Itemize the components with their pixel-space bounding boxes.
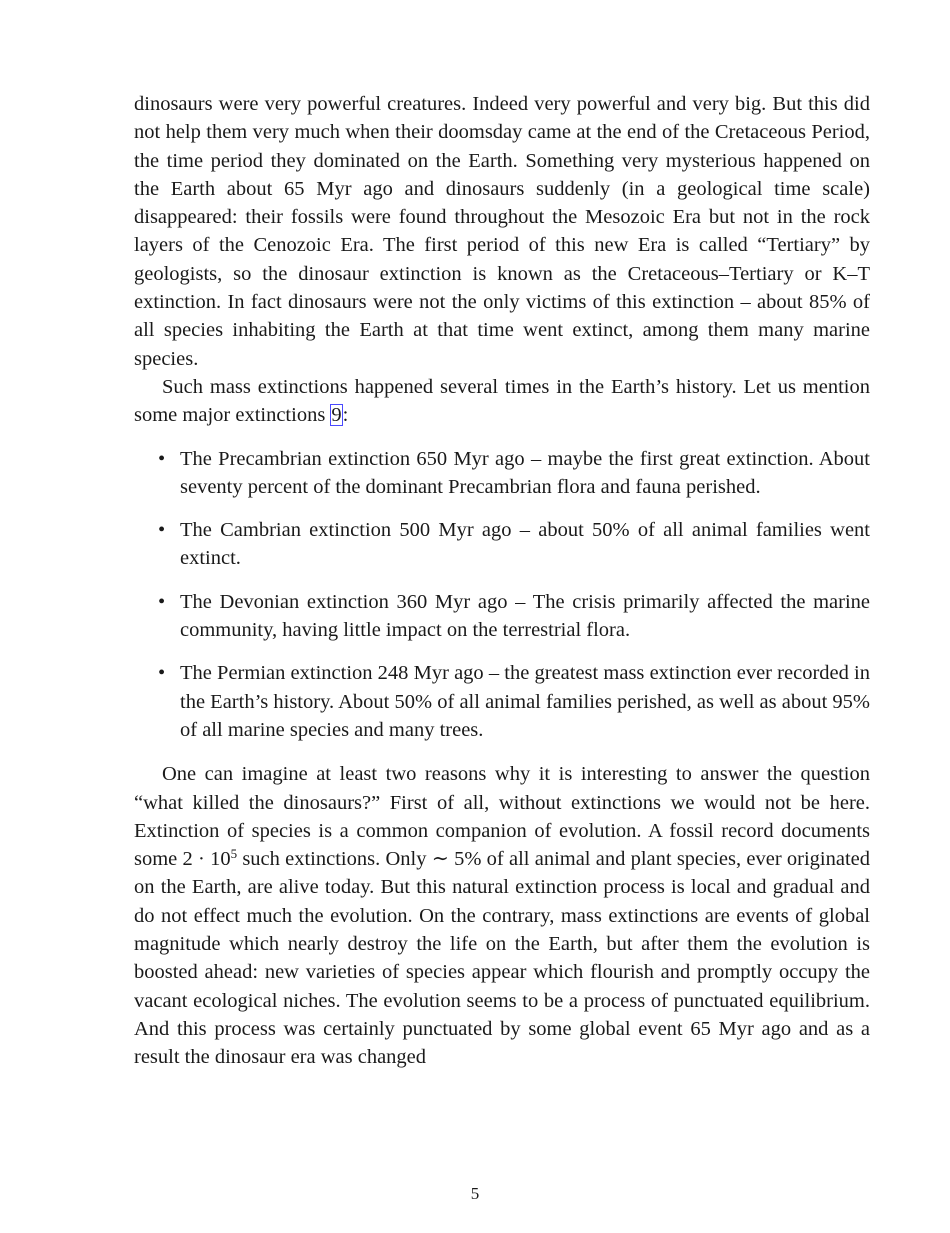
paragraph-text-part2: such extinctions. Only ∼ 5% of all animal and plant species, ever originated on the Earth, are alive today. But this natural extinction process is local and gradual and do not effect much the evolution. On the contrary, mass extinctions are events of global magnitude which nearly destroy the life on the Earth, but after them the evolution is boosted ahead: new varieties of species appear which flourish and promptly occupy the vacant ecological niches. The evolution seems to be a process of punctuated equilibrium. And this process was certainly punctuated by some global event 65 Myr ago and as a result the dinosaur era was changed [134, 848, 870, 1069]
page-number: 5 [470, 1184, 480, 1203]
list-item-text: The Devonian extinction 360 Myr ago – The crisis primarily affected the marine community, having little impact on the terrestrial flora. [180, 590, 870, 642]
list-item [134, 445, 870, 502]
paragraph-intro-text: Such mass extinctions happened several times in the Earth’s history. Let us mention some major extinctions [134, 375, 870, 427]
list-item-text: The Precambrian extinction 650 Myr ago – maybe the first great extinction. About seventy percent of the dominant Precambrian flora and fauna perished. [180, 447, 870, 498]
paragraph-mass-extinctions-intro [134, 373, 870, 430]
bullet-icon: • [158, 519, 166, 542]
paragraph-intro-colon: : [342, 404, 349, 427]
extinctions-list [134, 445, 870, 745]
page-body [134, 90, 870, 1072]
bullet-icon: • [158, 447, 166, 470]
paragraph-what-killed-dinosaurs [134, 760, 870, 1071]
exponent: 5 [230, 846, 238, 862]
list-item [134, 659, 870, 744]
paragraph-text-part1: One can imagine at least two reasons why it is interesting to answer the question “what killed the dinosaurs?” First of all, without extinctions we would not be here. Extinction of species is a common companion of evolution. A fossil record documents some 2 · 10 [134, 763, 870, 871]
list-item [134, 516, 870, 573]
list-item-text: The Cambrian extinction 500 Myr ago – about 50% of all animal families went extinct. [180, 519, 870, 570]
bullet-icon: • [158, 590, 166, 613]
paragraph-kt-extinction: dinosaurs were very powerful creatures. Indeed very powerful and very big. But this did not help them very much when their doomsday came at the end of the Cretaceous Period, the time period they dominated on the Earth. Something very mysterious happened on the Earth about 65 Myr ago and dinosaurs suddenly (in a geological time scale) disappeared: their fossils were found throughout the Mesozoic Era but not in the rock layers of the Cenozoic Era. The first period of this new Era is called “Tertiary” by geologists, so the dinosaur extinction is known as the Cretaceous–Tertiary or K–T extinction. In fact dinosaurs were not the only victims of this extinction – about 85% of all species inhabiting the Earth at that time went extinct, among them many marine species. [134, 93, 870, 370]
bullet-icon: • [158, 662, 166, 685]
list-item [134, 588, 870, 645]
citation-link[interactable]: 9 [331, 404, 342, 427]
list-item-text: The Permian extinction 248 Myr ago – the greatest mass extinction ever recorded in the Earth’s history. About 50% of all animal families perished, as well as about 95% of all marine species and many trees. [180, 662, 870, 741]
